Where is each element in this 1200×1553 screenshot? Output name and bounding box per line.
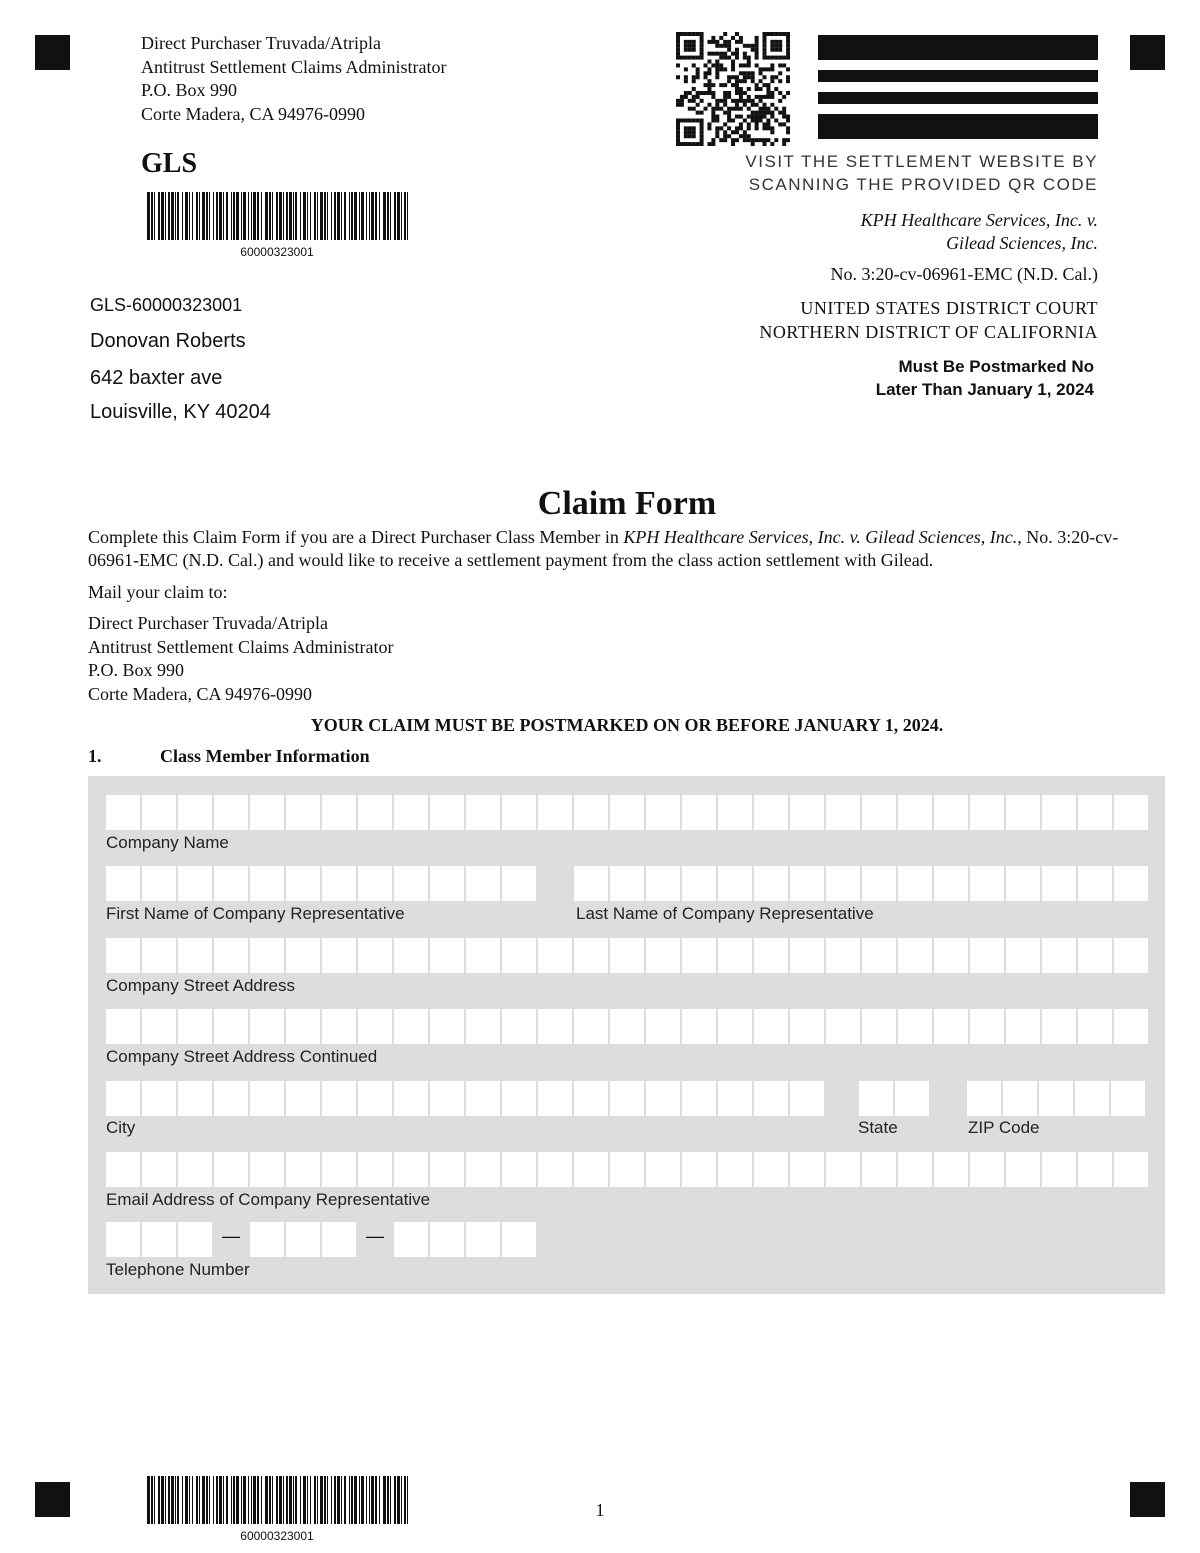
character-box[interactable] (970, 795, 1004, 830)
street-address-input[interactable] (106, 938, 1148, 973)
character-box[interactable] (610, 866, 644, 901)
character-box[interactable] (1114, 1152, 1148, 1187)
character-box[interactable] (502, 1081, 536, 1116)
character-box[interactable] (1114, 795, 1148, 830)
character-box[interactable] (250, 866, 284, 901)
character-box[interactable] (538, 795, 572, 830)
character-box[interactable] (1078, 866, 1112, 901)
character-box[interactable] (106, 1152, 140, 1187)
character-box[interactable] (1006, 795, 1040, 830)
character-box[interactable] (970, 938, 1004, 973)
character-box[interactable] (898, 1152, 932, 1187)
character-box[interactable] (106, 938, 140, 973)
character-box[interactable] (826, 1152, 860, 1187)
character-box[interactable] (934, 866, 968, 901)
character-box[interactable] (214, 938, 248, 973)
character-box[interactable] (286, 795, 320, 830)
character-box[interactable] (178, 938, 212, 973)
first-name-label: First Name of Company Representative (106, 904, 405, 923)
character-box[interactable] (178, 795, 212, 830)
character-box[interactable] (178, 1152, 212, 1187)
character-box[interactable] (502, 866, 536, 901)
character-box[interactable] (574, 866, 608, 901)
character-box[interactable] (322, 1009, 356, 1044)
character-box[interactable] (826, 1009, 860, 1044)
character-box[interactable] (646, 1009, 680, 1044)
character-box[interactable] (859, 1081, 893, 1116)
character-box[interactable] (826, 938, 860, 973)
character-box[interactable] (754, 866, 788, 901)
character-box[interactable] (286, 1152, 320, 1187)
state-input[interactable] (859, 1081, 929, 1116)
character-box[interactable] (895, 1081, 929, 1116)
character-box[interactable] (574, 1152, 608, 1187)
character-box[interactable] (142, 1152, 176, 1187)
case-number: No. 3:20-cv-06961-EMC (N.D. Cal.) (830, 264, 1098, 284)
page-number: 1 (595, 1500, 605, 1520)
barcode-number: 60000323001 (240, 1529, 314, 1543)
court-name (759, 296, 1098, 344)
character-box[interactable] (106, 795, 140, 830)
character-box[interactable] (1114, 1009, 1148, 1044)
case-name (861, 209, 1098, 255)
character-box[interactable] (466, 866, 500, 901)
character-box[interactable] (142, 795, 176, 830)
character-box[interactable] (1078, 1152, 1112, 1187)
character-box[interactable] (466, 1009, 500, 1044)
character-box[interactable] (1006, 1152, 1040, 1187)
character-box[interactable] (754, 795, 788, 830)
character-box[interactable] (1111, 1081, 1145, 1116)
character-box[interactable] (358, 1081, 392, 1116)
character-box[interactable] (1003, 1081, 1037, 1116)
character-box[interactable] (250, 1009, 284, 1044)
section-heading (88, 746, 370, 767)
character-box[interactable] (646, 866, 680, 901)
street-address-2-input[interactable] (106, 1009, 1148, 1044)
character-box[interactable] (250, 795, 284, 830)
bottom-barcode (146, 1476, 410, 1543)
character-box[interactable] (250, 1081, 284, 1116)
first-name-input[interactable] (106, 866, 536, 901)
case-name-line: Gilead Sciences, Inc. (946, 233, 1098, 253)
character-box[interactable] (682, 866, 716, 901)
character-box[interactable] (1006, 938, 1040, 973)
character-box[interactable] (682, 1009, 716, 1044)
character-box[interactable] (754, 1009, 788, 1044)
redaction-bar (818, 35, 1098, 60)
zip-code-input[interactable] (967, 1081, 1145, 1116)
character-box[interactable] (967, 1081, 1001, 1116)
character-box[interactable] (1114, 938, 1148, 973)
mail-address-line: Antitrust Settlement Claims Administrator (88, 636, 394, 657)
character-box[interactable] (430, 1081, 464, 1116)
barcode-icon (146, 1476, 410, 1524)
character-box[interactable] (538, 1081, 572, 1116)
character-box[interactable] (718, 1009, 752, 1044)
postmark-notice (876, 355, 1094, 401)
character-box[interactable] (574, 795, 608, 830)
qr-caption-line: SCANNING THE PROVIDED QR CODE (748, 175, 1098, 194)
character-box[interactable] (106, 1081, 140, 1116)
character-box[interactable] (502, 938, 536, 973)
character-box[interactable] (322, 795, 356, 830)
character-box[interactable] (826, 795, 860, 830)
registration-mark-top-right (1130, 35, 1165, 70)
return-address (141, 32, 446, 126)
character-box[interactable] (1078, 1009, 1112, 1044)
character-box[interactable] (178, 1009, 212, 1044)
character-box[interactable] (718, 795, 752, 830)
character-box[interactable] (214, 795, 248, 830)
character-box[interactable] (106, 1222, 140, 1257)
character-box[interactable] (178, 866, 212, 901)
character-box[interactable] (1042, 866, 1076, 901)
registration-mark-bottom-right (1130, 1482, 1165, 1517)
character-box[interactable] (862, 938, 896, 973)
character-box[interactable] (214, 1081, 248, 1116)
character-box[interactable] (790, 1009, 824, 1044)
character-box[interactable] (1078, 795, 1112, 830)
character-box[interactable] (1042, 795, 1076, 830)
character-box[interactable] (934, 1152, 968, 1187)
character-box[interactable] (790, 938, 824, 973)
character-box[interactable] (826, 866, 860, 901)
qr-code-icon (676, 32, 790, 146)
character-box[interactable] (178, 1081, 212, 1116)
character-box[interactable] (1039, 1081, 1073, 1116)
character-box[interactable] (754, 1152, 788, 1187)
last-name-input[interactable] (574, 866, 1148, 901)
redaction-bar (818, 92, 1098, 104)
character-box[interactable] (250, 1222, 284, 1257)
registration-mark-bottom-left (35, 1482, 70, 1517)
registration-mark-top-left (35, 35, 70, 70)
character-box[interactable] (610, 1081, 644, 1116)
character-box[interactable] (898, 795, 932, 830)
character-box[interactable] (322, 938, 356, 973)
character-box[interactable] (322, 866, 356, 901)
phone-label: Telephone Number (106, 1260, 250, 1279)
postmark-notice-line: Must Be Postmarked No (898, 357, 1094, 376)
character-box[interactable] (862, 1009, 896, 1044)
character-box[interactable] (538, 1009, 572, 1044)
mail-address-line: Direct Purchaser Truvada/Atripla (88, 613, 328, 633)
recipient-street: 642 baxter ave (90, 367, 223, 389)
intro-text: , No. 3:20-cv-06961-EMC (N.D. Cal.) and would like to receive a settlement payment from the class action settlement with Gilead. (88, 527, 1119, 570)
top-barcode (146, 192, 410, 259)
character-box[interactable] (106, 866, 140, 901)
character-box[interactable] (574, 1009, 608, 1044)
city-label: City (106, 1118, 136, 1137)
character-box[interactable] (1078, 938, 1112, 973)
character-box[interactable] (718, 1152, 752, 1187)
character-box[interactable] (142, 1222, 176, 1257)
character-box[interactable] (466, 1081, 500, 1116)
character-box[interactable] (358, 1152, 392, 1187)
section-title: Class Member Information (160, 746, 370, 766)
company-name-label: Company Name (106, 833, 229, 852)
intro-case-name: KPH Healthcare Services, Inc. v. Gilead Sciences, Inc. (623, 527, 1018, 547)
postmark-notice-line: Later Than January 1, 2024 (875, 380, 1094, 399)
email-label: Email Address of Company Representative (106, 1190, 431, 1209)
character-box[interactable] (394, 938, 428, 973)
character-box[interactable] (394, 1009, 428, 1044)
character-box[interactable] (394, 1081, 428, 1116)
character-box[interactable] (898, 1009, 932, 1044)
character-box[interactable] (862, 866, 896, 901)
character-box[interactable] (1114, 866, 1148, 901)
character-box[interactable] (322, 1081, 356, 1116)
character-box[interactable] (1042, 938, 1076, 973)
character-box[interactable] (106, 1009, 140, 1044)
character-box[interactable] (682, 1152, 716, 1187)
character-box[interactable] (790, 1152, 824, 1187)
character-box[interactable] (1042, 1152, 1076, 1187)
character-box[interactable] (502, 1222, 536, 1257)
return-address-line: Antitrust Settlement Claims Administrator (141, 56, 447, 77)
character-box[interactable] (718, 866, 752, 901)
character-box[interactable] (1006, 1009, 1040, 1044)
character-box[interactable] (646, 1152, 680, 1187)
mail-address-line: P.O. Box 990 (88, 660, 185, 680)
character-box[interactable] (862, 1152, 896, 1187)
character-box[interactable] (250, 1152, 284, 1187)
character-box[interactable] (394, 1152, 428, 1187)
character-box[interactable] (142, 1009, 176, 1044)
character-box[interactable] (754, 1081, 788, 1116)
character-box[interactable] (394, 1222, 428, 1257)
character-box[interactable] (214, 1152, 248, 1187)
character-box[interactable] (970, 1152, 1004, 1187)
character-box[interactable] (610, 1009, 644, 1044)
character-box[interactable] (286, 938, 320, 973)
recipient-city-state-zip: Louisville, KY 40204 (90, 401, 271, 423)
character-box[interactable] (358, 795, 392, 830)
character-box[interactable] (646, 1081, 680, 1116)
character-box[interactable] (466, 1152, 500, 1187)
intro-text: Complete this Claim Form if you are a Direct Purchaser Class Member in (88, 527, 624, 547)
return-address-line: Corte Madera, CA 94976-0990 (141, 103, 365, 124)
form-title: Claim Form (537, 485, 717, 522)
character-box[interactable] (358, 1009, 392, 1044)
deadline-notice: YOUR CLAIM MUST BE POSTMARKED ON OR BEFORE JANUARY 1, 2024. (310, 715, 944, 735)
character-box[interactable] (142, 938, 176, 973)
recipient-name: Donovan Roberts (90, 330, 246, 352)
character-box[interactable] (394, 795, 428, 830)
barcode-icon (146, 192, 410, 240)
character-box[interactable] (286, 1009, 320, 1044)
last-name-label: Last Name of Company Representative (576, 904, 874, 923)
character-box[interactable] (754, 938, 788, 973)
character-box[interactable] (718, 938, 752, 973)
character-box[interactable] (430, 795, 464, 830)
city-input[interactable] (106, 1081, 824, 1116)
character-box[interactable] (718, 1081, 752, 1116)
character-box[interactable] (358, 938, 392, 973)
phone-prefix-input[interactable] (250, 1222, 356, 1257)
character-box[interactable] (214, 1009, 248, 1044)
mail-code: GLS (141, 148, 198, 179)
character-box[interactable] (862, 795, 896, 830)
return-address-line: P.O. Box 990 (141, 80, 238, 100)
character-box[interactable] (934, 938, 968, 973)
character-box[interactable] (610, 1152, 644, 1187)
character-box[interactable] (574, 1081, 608, 1116)
character-box[interactable] (250, 938, 284, 973)
character-box[interactable] (394, 866, 428, 901)
character-box[interactable] (934, 1009, 968, 1044)
character-box[interactable] (430, 938, 464, 973)
character-box[interactable] (610, 938, 644, 973)
qr-caption-line: VISIT THE SETTLEMENT WEBSITE BY (745, 152, 1098, 171)
court-name-line: UNITED STATES DISTRICT COURT (800, 298, 1098, 318)
company-name-input[interactable] (106, 795, 1148, 830)
character-box[interactable] (610, 795, 644, 830)
character-box[interactable] (574, 938, 608, 973)
character-box[interactable] (682, 1081, 716, 1116)
character-box[interactable] (142, 866, 176, 901)
character-box[interactable] (682, 938, 716, 973)
character-box[interactable] (214, 866, 248, 901)
redaction-bar (818, 70, 1098, 82)
character-box[interactable] (934, 795, 968, 830)
character-box[interactable] (286, 866, 320, 901)
character-box[interactable] (898, 866, 932, 901)
barcode-number: 60000323001 (240, 245, 314, 259)
section-number: 1. (88, 746, 102, 766)
character-box[interactable] (790, 866, 824, 901)
character-box[interactable] (502, 1009, 536, 1044)
phone-line-input[interactable] (394, 1222, 536, 1257)
zip-code-label: ZIP Code (968, 1118, 1040, 1137)
phone-separator: — (366, 1226, 384, 1246)
character-box[interactable] (1042, 1009, 1076, 1044)
character-box[interactable] (430, 1009, 464, 1044)
character-box[interactable] (646, 795, 680, 830)
qr-caption (745, 150, 1098, 196)
character-box[interactable] (430, 1222, 464, 1257)
character-box[interactable] (322, 1152, 356, 1187)
street-address-label: Company Street Address (106, 976, 295, 995)
character-box[interactable] (430, 866, 464, 901)
character-box[interactable] (682, 795, 716, 830)
character-box[interactable] (898, 938, 932, 973)
phone-area-code-input[interactable] (106, 1222, 212, 1257)
phone-separator: — (222, 1226, 240, 1246)
character-box[interactable] (1075, 1081, 1109, 1116)
state-label: State (858, 1118, 898, 1137)
redaction-bar (818, 114, 1098, 139)
form-intro (88, 526, 1168, 572)
character-box[interactable] (142, 1081, 176, 1116)
character-box[interactable] (358, 866, 392, 901)
character-box[interactable] (286, 1222, 320, 1257)
character-box[interactable] (1006, 866, 1040, 901)
character-box[interactable] (790, 1081, 824, 1116)
character-box[interactable] (430, 1152, 464, 1187)
character-box[interactable] (646, 938, 680, 973)
character-box[interactable] (322, 1222, 356, 1257)
character-box[interactable] (466, 1222, 500, 1257)
court-name-line: NORTHERN DISTRICT OF CALIFORNIA (759, 322, 1098, 342)
character-box[interactable] (538, 938, 572, 973)
case-name-line: KPH Healthcare Services, Inc. v. (860, 210, 1098, 230)
character-box[interactable] (502, 795, 536, 830)
mail-label: Mail your claim to: (88, 582, 228, 602)
character-box[interactable] (538, 1152, 572, 1187)
class-member-information-panel (88, 776, 1165, 1294)
mail-address-line: Corte Madera, CA 94976-0990 (88, 683, 312, 704)
character-box[interactable] (502, 1152, 536, 1187)
character-box[interactable] (466, 938, 500, 973)
character-box[interactable] (466, 795, 500, 830)
character-box[interactable] (178, 1222, 212, 1257)
character-box[interactable] (970, 866, 1004, 901)
character-box[interactable] (790, 795, 824, 830)
character-box[interactable] (970, 1009, 1004, 1044)
recipient-id: GLS-60000323001 (90, 295, 243, 315)
character-box[interactable] (286, 1081, 320, 1116)
email-input[interactable] (106, 1152, 1148, 1187)
return-address-line: Direct Purchaser Truvada/Atripla (141, 33, 381, 53)
street-address-2-label: Company Street Address Continued (106, 1047, 378, 1066)
mail-address (88, 612, 393, 706)
